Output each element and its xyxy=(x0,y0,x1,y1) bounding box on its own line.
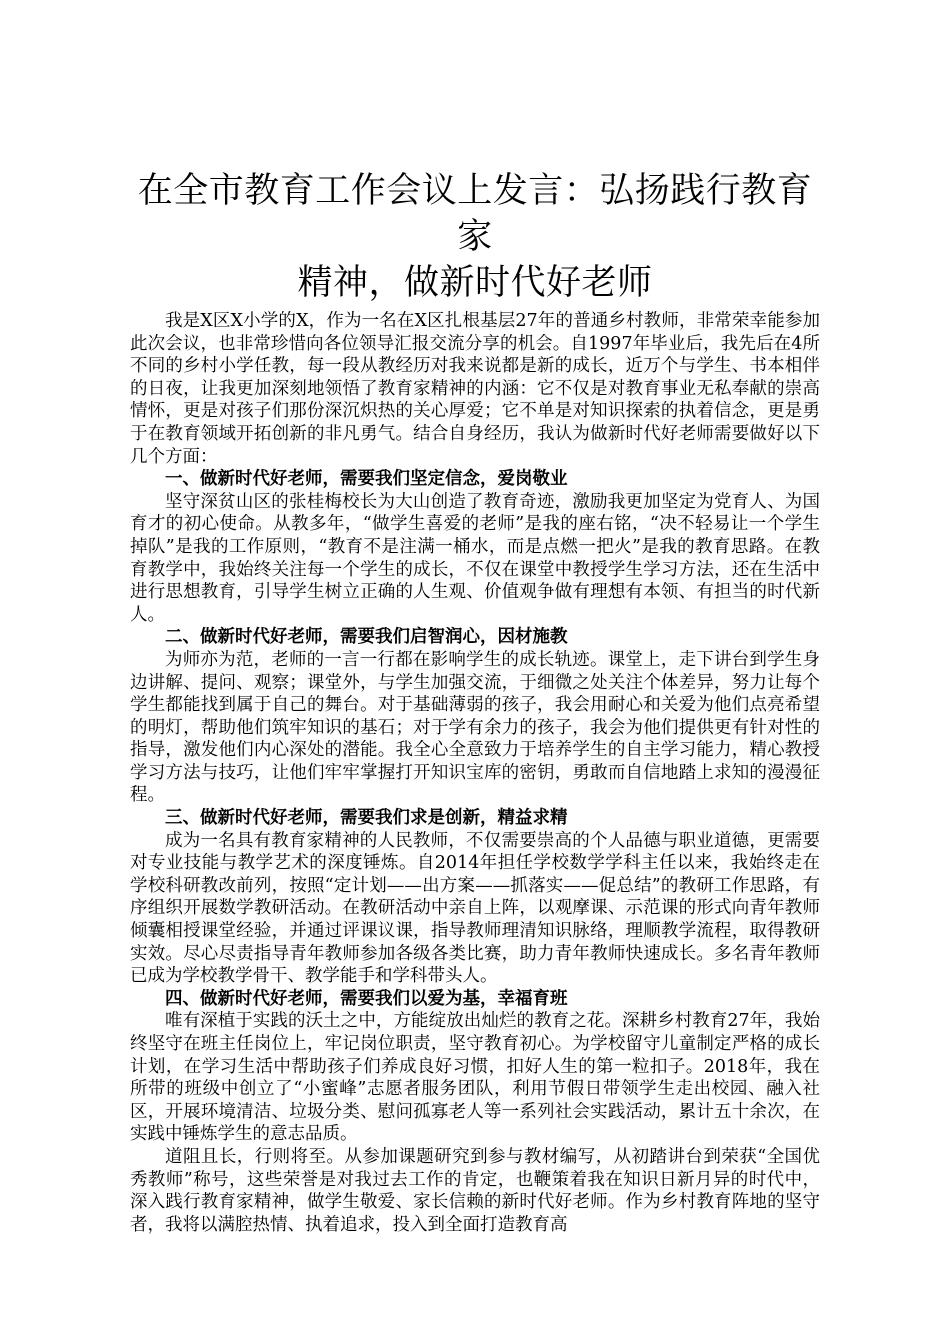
section-2-heading: 二、做新时代好老师，需要我们启智润心，因材施教 xyxy=(165,627,568,648)
document-title-line-2: 精神，做新时代好老师 xyxy=(297,263,653,303)
section-3-heading: 三、做新时代好老师，需要我们求是创新，精益求精 xyxy=(165,808,568,829)
section-3-paragraph: 成为一名具有教育家精神的人民教师，不仅需要崇高的个人品德与职业道德，更需要对专业技能与教学艺术的深度锤炼。自2014年担任学校数学学科主任以来，我始终走在学校科研教改前列，按照“定计划——出方案——抓落实——促总结”的教研工作思路，有序组织开展数学教研活动。在教研活动中亲自上阵，以观摩课、示范课的形式向青年教师倾囊相授课堂经验，并通过评课议课，指导教师理清知识脉络，理顺教学流程，取得教研实效。尽心尽责指导青年教师参加各级各类比赛，助力青年教师快速成长。多名青年教师已成为学校教学骨干、教学能手和学科带头人。 xyxy=(130,830,820,987)
intro-paragraph: 我是X区X小学的X，作为一名在X区扎根基层27年的普通乡村教师，非常荣幸能参加此次会议，也非常珍惜向各位领导汇报交流分享的机会。自1997年毕业后，我先后在4所不同的乡村小学任教，每一段从教经历对我来说都是新的成长，近万个与学生、书本相伴的日夜，让我更加深刻地领悟了教育家精神的内涵：它不仅是对教育事业无私奉献的崇高情怀，更是对孩子们那份深沉炽热的关心厚爱；它不单是对知识探索的执着信念，更是勇于在教育领域开拓创新的非凡勇气。结合自身经历，我认为做新时代好老师需要做好以下几个方面： xyxy=(130,311,820,467)
document-body xyxy=(130,168,820,1236)
document-title xyxy=(130,168,820,306)
document-title-line-1: 在全市教育工作会议上发言：弘扬践行教育家 xyxy=(137,171,813,257)
section-4-paragraph: 唯有深植于实践的沃土之中，方能绽放出灿烂的教育之花。深耕乡村教育27年，我始终坚守在班主任岗位上，牢记岗位职责，坚守教育初心。为学校留守儿童制定严格的成长计划，在学习生活中帮助孩子们养成良好习惯，扣好人生的第一粒扣子。2018年，我在所带的班级中创立了“小蜜峰”志愿者服务团队，利用节假日带领学生走出校园、融入社区，开展环境清洁、垃圾分类、慰问孤寡老人等一系列社会实践活动，累计五十余次，在实践中锤炼学生的意志品质。 xyxy=(130,1011,820,1145)
section-1-paragraph: 坚守深贫山区的张桂梅校长为大山创造了教育奇迹，激励我更加坚定为党育人、为国育才的初心使命。从教多年，“做学生喜爱的老师”是我的座右铭，“决不轻易让一个学生掉队”是我的工作原则，“教育不是注满一桶水，而是点燃一把火”是我的教育思路。在教育教学中，我始终关注每一个学生的成长，不仅在课堂中教授学生学习方法，还在生活中进行思想教育，引导学生树立正确的人生观、价值观争做有理想有本领、有担当的时代新人。 xyxy=(130,491,820,625)
section-2-paragraph: 为师亦为范，老师的一言一行都在影响学生的成长轨迹。课堂上，走下讲台到学生身边讲解、提问、观察；课堂外，与学生加强交流，于细微之处关注个体差异，努力让每个学生都能找到属于自己的舞台。对于基础薄弱的孩子，我会用耐心和关爱为他们点亮希望的明灯，帮助他们筑牢知识的基石；对于学有余力的孩子，我会为他们提供更有针对性的指导，激发他们内心深处的潜能。我全心全意致力于培养学生的自主学习能力，精心教授学习方法与技巧，让他们牢牢掌握打开知识宝库的密钥，勇敢而自信地踏上求知的漫漫征程。 xyxy=(130,649,820,806)
closing-paragraph: 道阻且长，行则将至。从参加课题研究到参与教材编写，从初踏讲台到荣获“全国优秀教师”称号，这些荣誉是对我过去工作的肯定，也鞭策着我在知识日新月异的时代中，深入践行教育家精神，做学生敬爱、家长信赖的新时代好老师。作为乡村教育阵地的坚守者，我将以满腔热情、执着追求，投入到全面打造教育高 xyxy=(130,1146,820,1235)
section-1-heading: 一、做新时代好老师，需要我们坚定信念，爱岗敬业 xyxy=(165,469,568,490)
section-4-heading: 四、做新时代好老师，需要我们以爱为基，幸福育班 xyxy=(165,988,568,1009)
